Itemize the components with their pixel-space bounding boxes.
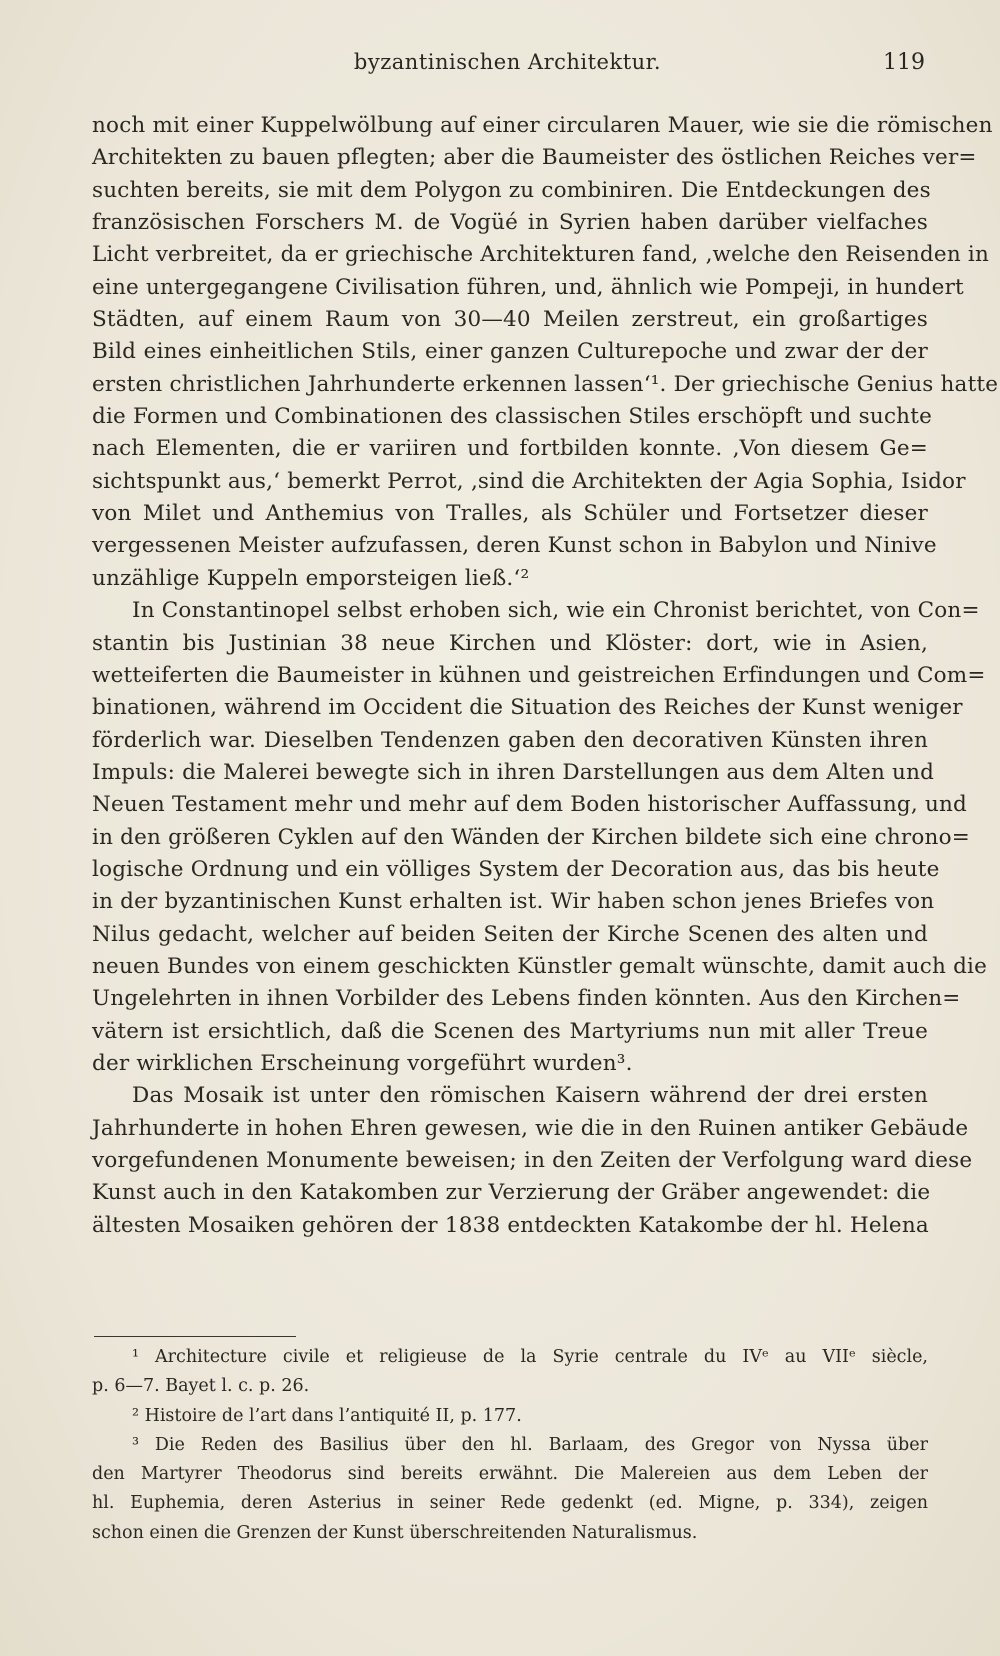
footnote-line: hl. Euphemia, deren Asterius in seiner Rede gedenkt (ed. Migne, p. 334), zeigen [92, 1493, 928, 1514]
text-line: die Formen und Combinationen des classischen Stiles erschöpft und suchte [92, 404, 932, 430]
text-line: wetteiferten die Baumeister in kühnen und geistreichen Erfindungen und Com= [92, 662, 986, 688]
footnote-line: schon einen die Grenzen der Kunst überschreitenden Naturalismus. [92, 1522, 698, 1543]
text-line: stantin bis Justinian 38 neue Kirchen und Klöster: dort, wie in Asien, [92, 630, 928, 656]
footnote-line: p. 6—7. Bayet l. c. p. 26. [92, 1376, 310, 1397]
text-line: suchten bereits, sie mit dem Polygon zu combiniren. Die Entdeckungen des [92, 177, 931, 203]
footnote-separator [94, 1336, 296, 1337]
text-line: Neuen Testament mehr und mehr auf dem Boden historischer Auffassung, und [92, 792, 968, 818]
text-line: vätern ist ersichtlich, daß die Scenen des Martyriums nun mit aller Treue [92, 1018, 928, 1044]
text-line: Nilus gedacht, welcher auf beiden Seiten der Kirche Scenen des alten und [92, 921, 928, 947]
text-line: Städten, auf einem Raum von 30—40 Meilen zerstreut, ein großartiges [92, 307, 928, 333]
text-line: Ungelehrten in ihnen Vorbilder des Lebens finden könnten. Aus den Kirchen= [92, 986, 961, 1012]
text-line: Das Mosaik ist unter den römischen Kaisern während der drei ersten [132, 1083, 928, 1109]
text-line: unzählige Kuppeln emporsteigen ließ.‘² [92, 565, 530, 591]
page-header [90, 50, 925, 86]
text-line: Architekten zu bauen pflegten; aber die Baumeister des östlichen Reiches ver= [92, 145, 977, 171]
text-line: Jahrhunderte in hohen Ehren gewesen, wie die in den Ruinen antiker Gebäude [92, 1115, 969, 1141]
text-line: noch mit einer Kuppelwölbung auf einer circularen Mauer, wie sie die römischen [92, 113, 993, 138]
text-line: förderlich war. Dieselben Tendenzen gaben den decorativen Künsten ihren [92, 727, 928, 753]
text-line: Bild eines einheitlichen Stils, einer ganzen Culturepoche und zwar der der [92, 339, 928, 365]
text-line: französischen Forschers M. de Vogüé in Syrien haben darüber vielfaches [92, 210, 928, 236]
text-line: In Constantinopel selbst erhoben sich, wie ein Chronist berichtet, von Con= [132, 598, 980, 624]
text-line: sichtspunkt aus,‘ bemerkt Perrot, ‚sind die Architekten der Agia Sophia, Isidor [92, 468, 966, 494]
text-line: vergessenen Meister aufzufassen, deren Kunst schon in Babylon und Ninive [92, 533, 937, 559]
page-number: 119 [883, 50, 925, 75]
text-line: eine untergegangene Civilisation führen, und, ähnlich wie Pompeji, in hundert [92, 274, 964, 300]
text-line: logische Ordnung und ein völliges System der Decoration aus, das bis heute [92, 856, 940, 882]
text-line: ältesten Mosaiken gehören der 1838 entdeckten Katakombe der hl. Helena [92, 1212, 929, 1238]
text-line: der wirklichen Erscheinung vorgeführt wurden³. [92, 1050, 633, 1076]
footnotes [92, 1343, 928, 1548]
text-line: in den größeren Cyklen auf den Wänden der Kirchen bildete sich eine chrono= [92, 824, 970, 850]
text-line: Licht verbreitet, da er griechische Architekturen fand, ‚welche den Reisenden in [92, 242, 990, 268]
text-line: vorgefundenen Monumente beweisen; in den Zeiten der Verfolgung ward diese [92, 1148, 973, 1173]
text-line: nach Elementen, die er variiren und fortbilden konnte. ‚Von diesem Ge= [92, 436, 928, 462]
text-line: binationen, während im Occident die Situation des Reiches der Kunst weniger [92, 695, 963, 721]
text-line: neuen Bundes von einem geschickten Künstler gemalt wünschte, damit auch die [92, 953, 988, 979]
text-line: in der byzantinischen Kunst erhalten ist. Wir haben schon jenes Briefes von [92, 889, 935, 915]
footnote-line: ¹ Architecture civile et religieuse de la Syrie centrale du IVᵉ au VIIᵉ siècle, [132, 1347, 928, 1367]
main-text [92, 110, 999, 1242]
text-line: ersten christlichen Jahrhunderte erkennen lassen‘¹. Der griechische Genius hatte [92, 371, 999, 397]
footnote-line: ³ Die Reden des Basilius über den hl. Barlaam, des Gregor von Nyssa über [132, 1434, 928, 1455]
text-line: Impuls: die Malerei bewegte sich in ihren Darstellungen aus dem Alten und [92, 759, 935, 785]
text-line: von Milet und Anthemius von Tralles, als Schüler und Fortsetzer dieser [92, 501, 928, 527]
running-title: byzantinischen Architektur. [353, 50, 662, 74]
footnote-line: den Martyrer Theodorus sind bereits erwähnt. Die Malereien aus dem Leben der [92, 1464, 928, 1485]
text-line: Kunst auch in den Katakomben zur Verzierung der Gräber angewendet: die [92, 1180, 931, 1206]
footnote-line: ² Histoire de l’art dans l’antiquité II, p. 177. [132, 1405, 522, 1426]
